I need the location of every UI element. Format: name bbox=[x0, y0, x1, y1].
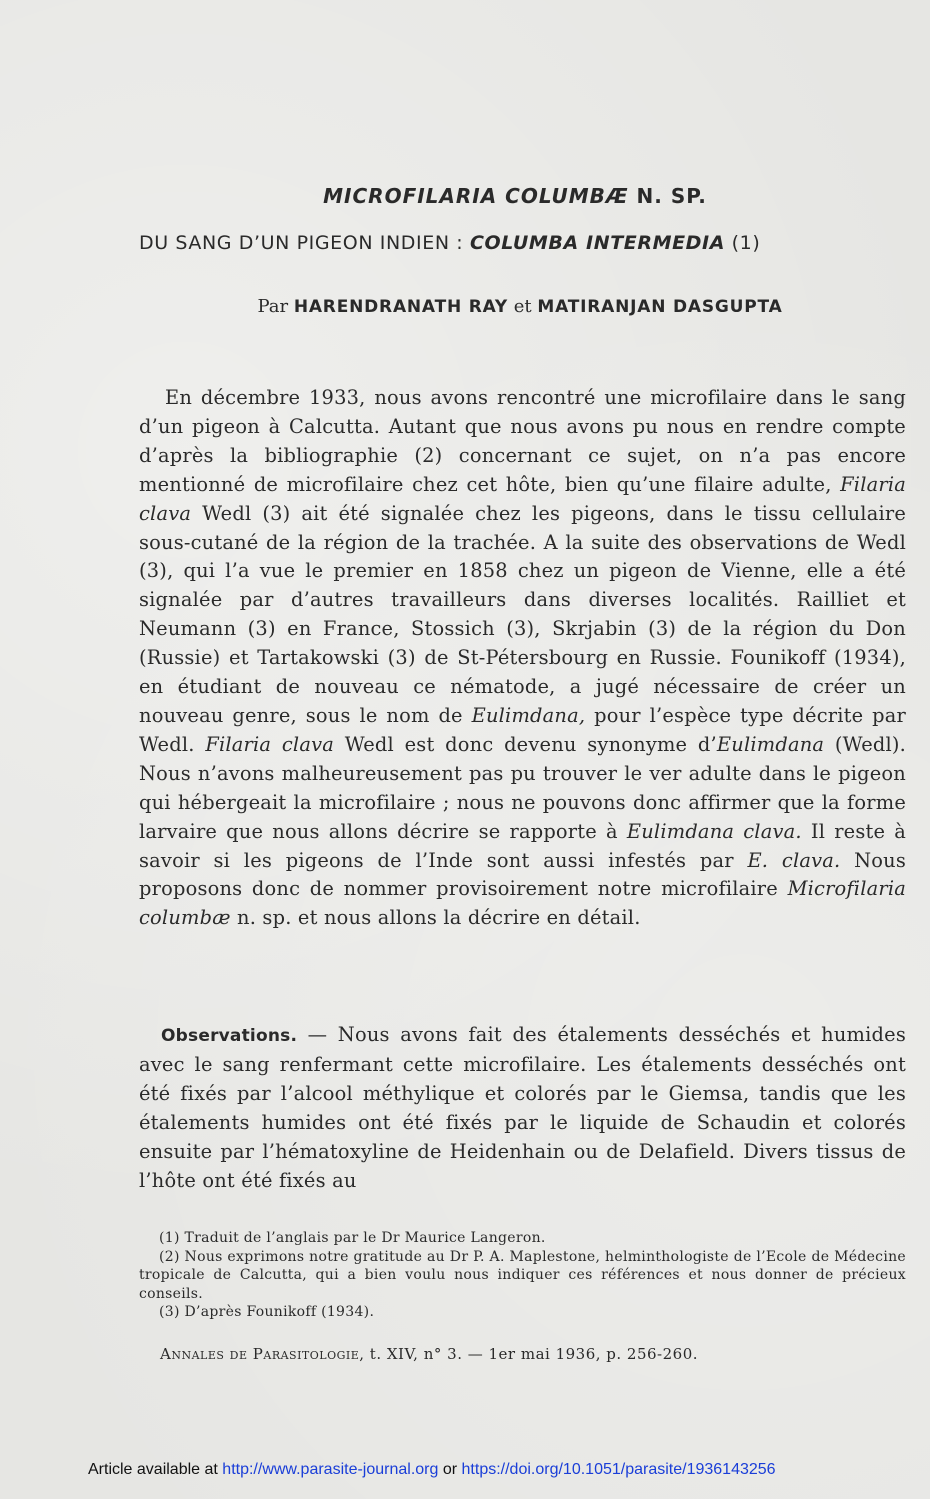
footnote-2: (2) Nous exprimons notre gratitude au Dr P. A. Maplestone, helminthologiste de l’Ecole de Médecine tropicale de Calcutta, qui a bien voulu nous indiquer ces références et nous donner de précieux conseils. bbox=[139, 1248, 906, 1302]
article-availability-footer bbox=[88, 1461, 776, 1479]
footer-middle: or bbox=[438, 1461, 462, 1478]
italic-term: Eulimdana, bbox=[471, 703, 586, 727]
author-2: MATIRANJAN DASGUPTA bbox=[537, 297, 783, 317]
author-1: HARENDRANATH RAY bbox=[293, 297, 509, 317]
journal-name: Annales de Parasitologie bbox=[160, 1345, 360, 1363]
text-run: — Nous avons fait des étalements desséchés et humides avec le sang renfermant cette microfilaire. Les étalements desséchés ont été fixés par l’alcool méthylique et colorés par le Giemsa, tandis que les étalements humides ont été fixés par le liquide de Schaudin et colorés ensuite par l’hématoxyline de Heidenhain ou de Delafield. Divers tissus de l’hôte ont été fixés au bbox=[139, 1023, 906, 1192]
author-prefix: Par bbox=[257, 296, 294, 317]
title-species: MICROFILARIA COLUMBÆ bbox=[323, 184, 629, 208]
italic-term: Microfilaria columbæ bbox=[139, 877, 906, 930]
journal-citation bbox=[160, 1345, 698, 1363]
italic-term: Filaria clava bbox=[139, 472, 906, 525]
title-host-species: COLUMBA INTERMEDIA bbox=[469, 232, 726, 254]
journal-details: , t. XIV, n° 3. — 1er mai 1936, p. 256-260. bbox=[359, 1345, 699, 1363]
footnote-3: (3) D’après Founikoff (1934). bbox=[159, 1304, 375, 1320]
text-run: Wedl est donc devenu synonyme d’ bbox=[334, 732, 717, 756]
intro-paragraph bbox=[139, 384, 906, 933]
author-conjunction: et bbox=[508, 296, 538, 317]
author-line bbox=[0, 296, 930, 317]
section-heading: Observations. bbox=[161, 1026, 298, 1046]
italic-term: Eulimdana bbox=[716, 732, 825, 756]
title-subtitle: DU SANG D’UN PIGEON INDIEN : bbox=[139, 232, 470, 254]
footnotes bbox=[139, 1229, 906, 1322]
observations-paragraph bbox=[139, 1021, 906, 1195]
text-run: pour l’espèce type décrite par Wedl. bbox=[139, 703, 906, 756]
text-run: n. sp. et nous allons la décrire en détail. bbox=[230, 906, 641, 930]
title-species-suffix: N. SP. bbox=[628, 184, 707, 208]
text-run: Il reste à savoir si les pigeons de l’Inde sont aussi infestés par bbox=[139, 819, 907, 872]
article-title-line2 bbox=[139, 232, 914, 254]
footnote-1: (1) Traduit de l’anglais par le Dr Maurice Langeron. bbox=[159, 1230, 546, 1246]
journal-website-link[interactable]: http://www.parasite-journal.org bbox=[222, 1461, 439, 1478]
title-footnote-ref: (1) bbox=[725, 232, 761, 254]
italic-term: E. clava. bbox=[747, 848, 841, 872]
italic-term: Eulimdana clava. bbox=[626, 819, 802, 843]
article-title-line1 bbox=[0, 184, 930, 208]
italic-term: Filaria clava bbox=[205, 732, 334, 756]
text-run: En décembre 1933, nous avons rencontré une microfilaire dans le sang d’un pigeon à Calcutta. Autant que nous avons pu nous en rendre compte d’après la bibliographie (2) concernant ce sujet, on n’a pas encore mentionné de microfilaire chez cet hôte, bien qu’une filaire adulte, bbox=[139, 386, 906, 496]
doi-link[interactable]: https://doi.org/10.1051/parasite/1936143256 bbox=[461, 1461, 776, 1478]
text-run: Nous proposons donc de nommer provisoirement notre microfilaire bbox=[139, 848, 906, 901]
footer-prefix: Article available at bbox=[88, 1461, 223, 1478]
text-run: (Wedl). Nous n’avons malheureusement pas pu trouver le ver adulte dans le pigeon qui hébergeait la microfilaire ; nous ne pouvons donc affirmer que la forme larvaire que nous allons décrire se rapporte à bbox=[139, 732, 907, 843]
text-run: Wedl (3) ait été signalée chez les pigeons, dans le tissu cellulaire sous-cutané de la région de la trachée. A la suite des observations de Wedl (3), qui l’a vue le premier en 1858 chez un pigeon de Vienne, elle a été signalée par d’autres travailleurs dans diverses localités. Railliet et Neumann (3) en France, Stossich (3), Skrjabin (3) de la région du Don (Russie) et Tartakowski (3) de St-Pétersbourg en Russie. Founikoff (1934), en étudiant de nouveau ce nématode, a jugé nécessaire de créer un nouveau genre, sous le nom de bbox=[139, 501, 906, 727]
